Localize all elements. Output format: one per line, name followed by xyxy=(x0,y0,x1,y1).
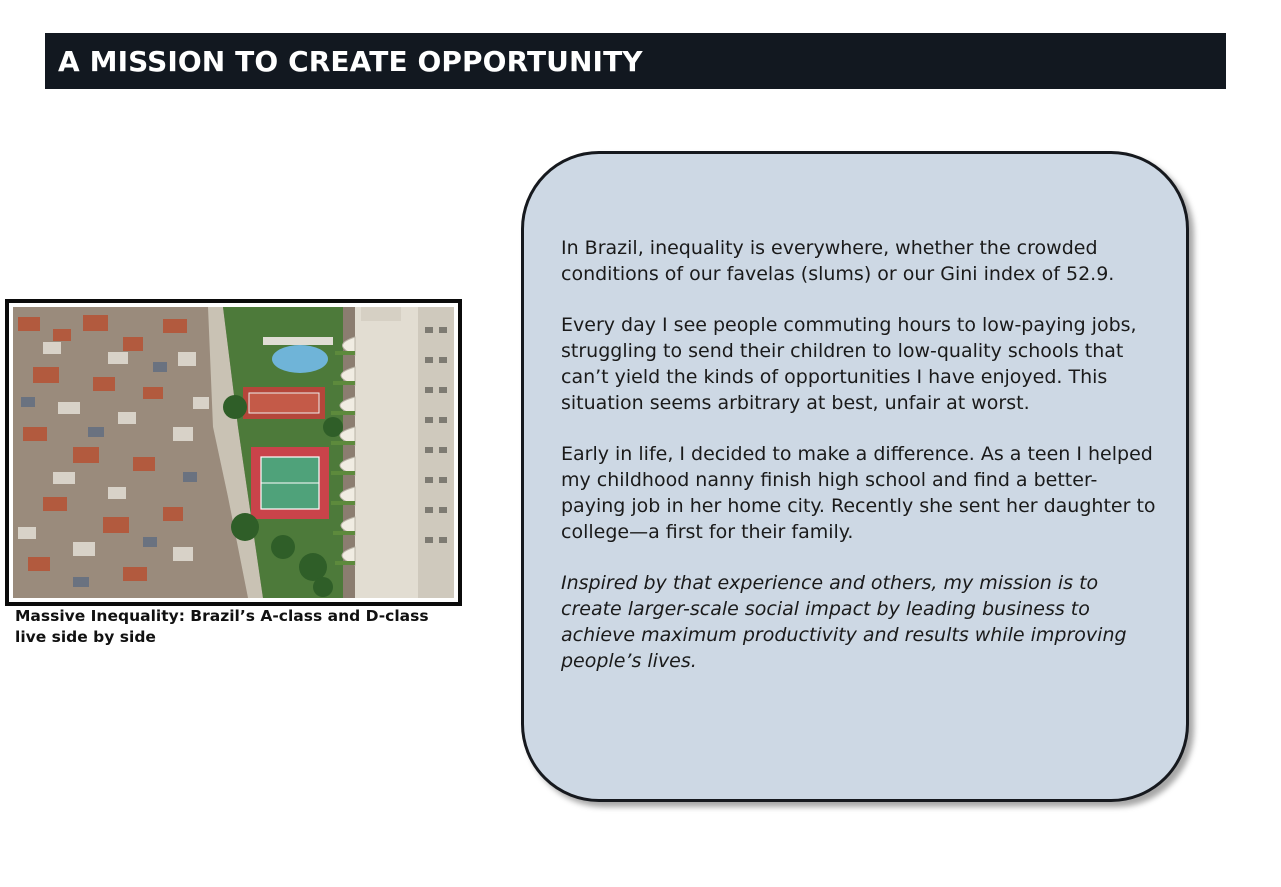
paragraph-mission: Inspired by that experience and others, my mission is to create larger-scale social impact by leading business to achieve maximum productivity and results while improving people’s lives. xyxy=(561,572,1127,672)
paragraph-nanny: Early in life, I decided to make a difference. As a teen I helped my childhood nanny finish high school and find a better-paying job in her home city. Recently she sent her daughter to college—a first for their family. xyxy=(561,443,1156,543)
mission-text xyxy=(561,236,1161,675)
page-title: A MISSION TO CREATE OPPORTUNITY xyxy=(58,44,643,78)
favela-photo xyxy=(5,299,462,606)
paragraph-inequality: In Brazil, inequality is everywhere, whether the crowded conditions of our favelas (slums) or our Gini index of 52.9. xyxy=(561,237,1115,285)
favela-vs-highrise-image xyxy=(13,307,454,598)
paragraph-commuting: Every day I see people commuting hours to low-paying jobs, struggling to send their children to low-quality schools that can’t yield the kinds of opportunities I have enjoyed. This situation seems arbitrary at best, unfair at worst. xyxy=(561,314,1137,414)
photo-caption: Massive Inequality: Brazil’s A-class and D-class live side by side xyxy=(15,607,429,646)
mission-text-box xyxy=(521,151,1189,802)
title-bar xyxy=(45,33,1226,89)
